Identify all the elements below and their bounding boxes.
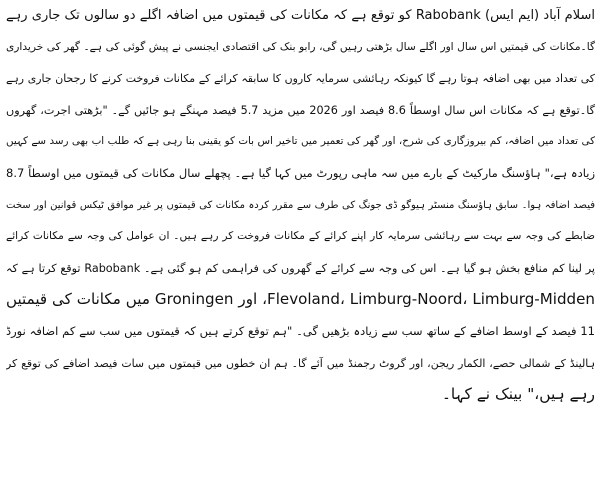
text-line: ضابطے کی وجہ سے بہت سے رہائشی سرمایہ کار اپنے کرائے کے مکانات فروخت کر رہے ہیں۔ ان عوامل کی وجہ سے مکانات کرائے	[6, 230, 595, 243]
text-line: اسلام آباد (ایم ایس) Rabobank کو توقع ہے کہ مکانات کی قیمتوں میں اضافہ اگلے دو سالوں تک جاری رہے	[6, 8, 595, 23]
text-line: رہے ہیں،" بینک نے کہا۔	[441, 385, 595, 404]
article-paragraph	[6, 0, 595, 411]
text-line: 11 فیصد کے اوسط اضافے کے ساتھ سب سے زیادہ بڑھیں گی۔ "ہم توقع کرتے ہیں کہ قیمتوں میں سب سے کم اضافہ نورڈ	[6, 323, 595, 338]
text-line: فیصد اضافہ ہوا۔ سابق ہاؤسنگ منسٹر ہیوگو ڈی جونگ کی طرف سے مقرر کردہ مکانات کی قیمتوں پر غیر موافق ٹیکس قوانین اور سخت	[6, 199, 595, 211]
text-line: پر لینا کم منافع بخش ہو گیا ہے۔ اس کی وجہ سے کرائے کے گھروں کی فراہمی کم ہو گئی ہے۔ Rabobank توقع کرتا ہے کہ	[6, 261, 595, 275]
text-line: کی تعداد میں اضافہ، کم بیروزگاری کی شرح، اور گھر کی تعمیر میں تاخیر اس بات کو یقینی بنا رہی ہے کہ طلب اب بھی رسد سے کہیں	[6, 135, 595, 148]
text-line: کی تعداد میں بھی اضافہ ہوتا رہے گا کیونکہ رہائشی سرمایہ کاروں کا سابقہ کرائے کے مکانات فروخت کرنے کا رجحان جاری رہے	[6, 72, 595, 86]
text-line: گا۔مکانات کی قیمتیں اس سال اور اگلے سال بڑھتی رہیں گی، رابو بنک کی اقتصادی ایجنسی نے پیش گوئی کی ہے۔ گھر کی خریداری	[6, 40, 595, 53]
text-line: زیادہ ہے،" ہاؤسنگ مارکیٹ کے بارے میں سہ ماہی رپورٹ میں کہا گیا ہے۔ پچھلے سال مکانات کی قیمتوں میں اوسطاً 8.7	[6, 165, 595, 180]
text-line: گا۔توقع ہے کہ مکانات اس سال اوسطاً 8.6 فیصد اور 2026 میں مزید 5.7 فیصد مہنگے ہو جائیں گے۔ "بڑھتی اجرت، گھروں	[6, 103, 595, 117]
text-line: Flevoland، Limburg-Noord، Limburg-Midden، اور Groningen میں مکانات کی قیمتیں	[6, 290, 595, 309]
text-line: ہالینڈ کے شمالی حصے، الکمار ریجن، اور گروٹ رجمنڈ میں آئے گا۔ ہم ان خطوں میں قیمتوں میں سات فیصد اضافے کی توقع کر	[6, 356, 595, 370]
